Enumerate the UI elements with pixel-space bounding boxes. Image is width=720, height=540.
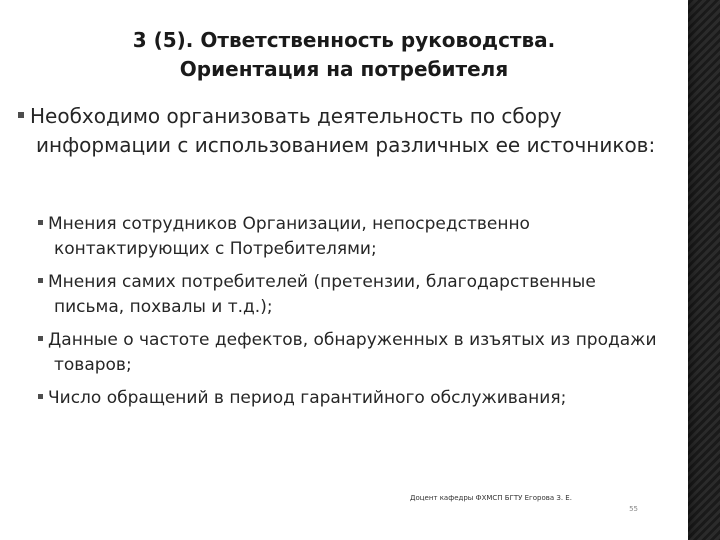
slide-title <box>60 26 628 84</box>
title-line-1: 3 (5). Ответственность руководства. <box>132 28 556 52</box>
sub-bullet-list <box>38 212 668 419</box>
square-bullet-icon <box>18 112 24 118</box>
square-bullet-icon <box>38 336 43 341</box>
sub-bullet-text: Данные о частоте дефектов, обнаруженных в изъятых из продажи товаров; <box>48 330 657 375</box>
sub-bullet-text: Число обращений в период гарантийного обслуживания; <box>48 388 567 408</box>
main-bullet <box>18 102 658 160</box>
title-line-2: Ориентация на потребителя <box>179 57 509 81</box>
sub-bullet-text: Мнения самих потребителей (претензии, благодарственные письма, похвалы и т.д.); <box>48 272 596 317</box>
footer-author: Доцент кафедры ФХМСП БГТУ Егорова З. Е. <box>410 494 572 502</box>
sub-bullet-text: Мнения сотрудников Организации, непосредственно контактирующих с Потребителями; <box>48 214 530 259</box>
sub-bullet <box>38 328 668 378</box>
square-bullet-icon <box>38 394 43 399</box>
square-bullet-icon <box>38 220 43 225</box>
page-number: 55 <box>629 505 638 513</box>
main-bullet-text: Необходимо организовать деятельность по сбору информации с использованием различных ее источников: <box>30 104 656 157</box>
sub-bullet <box>38 270 668 320</box>
sub-bullet <box>38 386 668 411</box>
square-bullet-icon <box>38 278 43 283</box>
sub-bullet <box>38 212 668 262</box>
